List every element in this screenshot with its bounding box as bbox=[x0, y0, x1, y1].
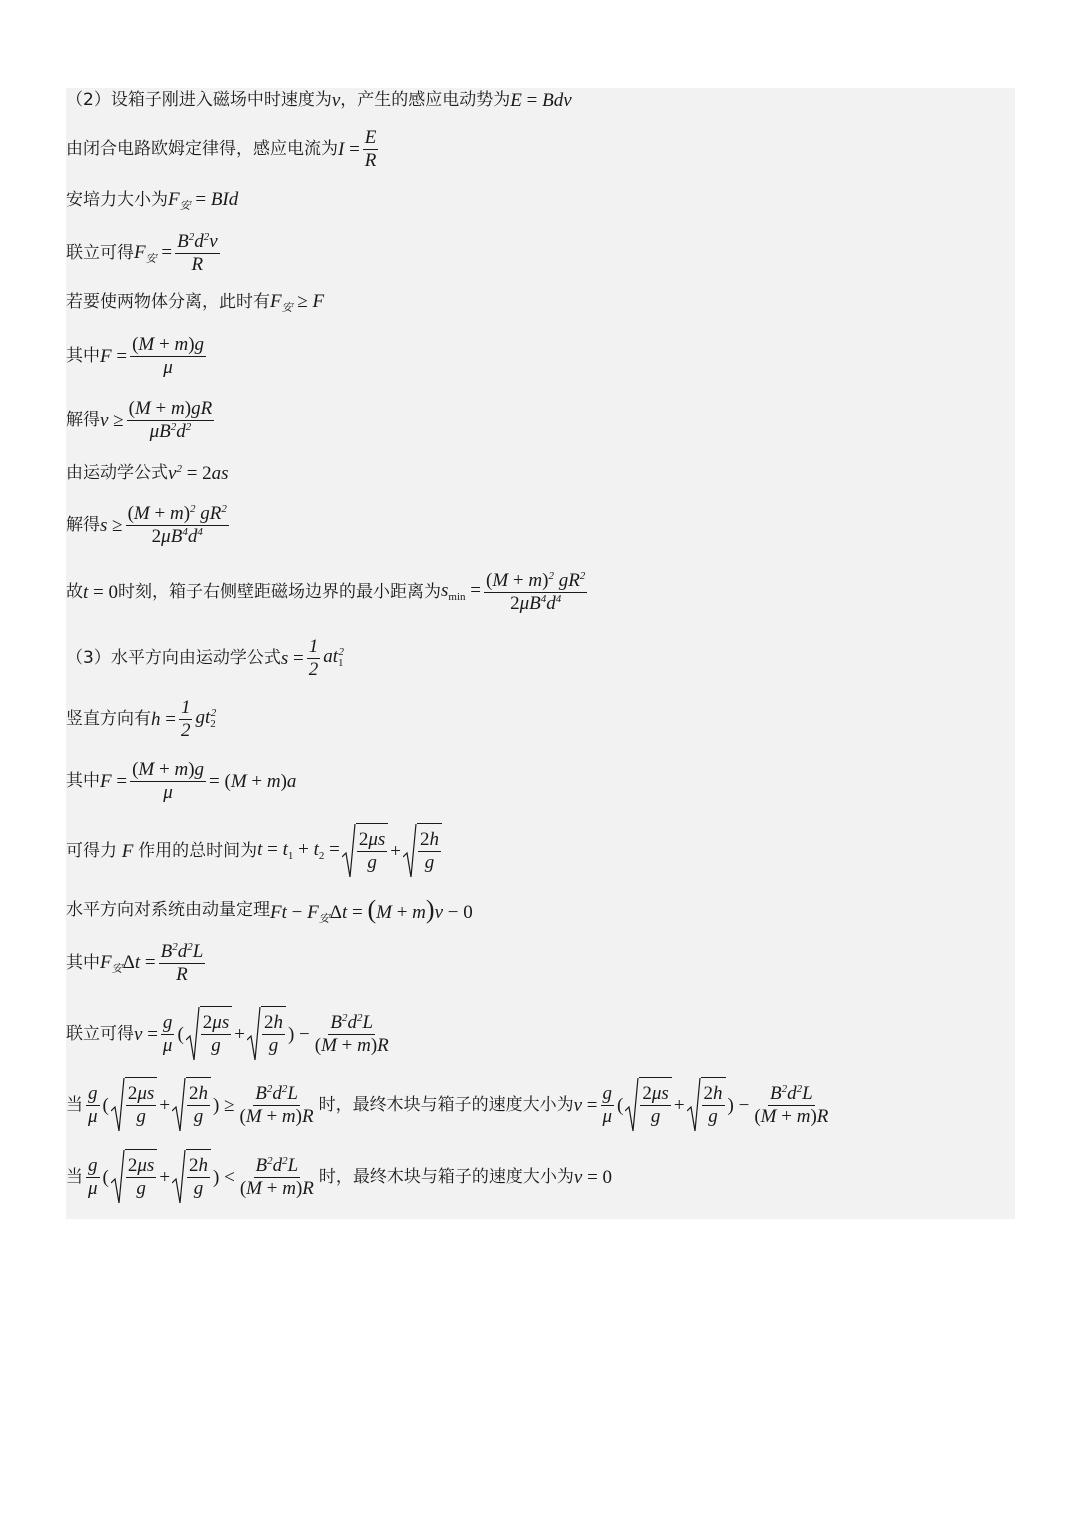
line-ohm: 由闭合电路欧姆定律得，感应电流为 I = $\frac{E}{R}$ bbox=[66, 127, 377, 171]
sqrt: $\frac{2h}{g}$ bbox=[403, 823, 442, 879]
line-force-2: 其中 F = $\frac{(M + m)g}{\mu}$ = (M + m)a bbox=[66, 759, 297, 803]
line-separate: 若要使两物体分离，此时有 $F_安 \ge F$ bbox=[66, 291, 325, 314]
line-impulse: 其中 $F_安\Delta t$ = $\frac{B^2d^2L}{R}$ bbox=[66, 941, 204, 985]
line-ampere: 安培力大小为 $F_安$ = BId bbox=[66, 189, 239, 212]
line-vertical: 竖直方向有 h = $\frac{1}{2}$ $gt_2^2$ bbox=[66, 697, 217, 741]
line-min-distance: 故 t = 0 时刻，箱子右侧壁距磁场边界的最小距离为 $s_{min}$ = $\frac{(M + m)^2 gR^2}{2\mu B^4d^4}$ bbox=[66, 570, 586, 614]
line-momentum: 水平方向对系统由动量定理 $Ft - F_安\Delta t = (M + m)v - 0$ bbox=[66, 895, 473, 925]
line-3-intro: （3）水平方向由运动学公式 s = $\frac{1}{2}$ $at_1^2$ bbox=[66, 636, 344, 680]
line-2-intro: （2）设箱子刚进入磁场中时速度为 v ，产生的感应电动势为 E = Bdv bbox=[66, 90, 572, 111]
text: （2）设箱子刚进入磁场中时速度为 bbox=[66, 90, 332, 110]
line-result-v: 联立可得 v = $\frac{g}{\mu}$ ( $\frac{2\mu s}{g}$ + $\frac{2h}{g}$ ) − $\frac{B^2d^2L}{(M + m)R}$ bbox=[66, 1006, 394, 1062]
sqrt: $\frac{2\mu s}{g}$ bbox=[342, 823, 388, 879]
line-force: 其中 F = $\frac{(M + m)g}{\mu}$ bbox=[66, 334, 205, 378]
line-solve-v: 解得 v ≥ $\frac{(M + m)gR}{\mu B^2d^2}$ bbox=[66, 398, 213, 442]
fraction: $\frac{E}{R}$ bbox=[364, 127, 377, 171]
line-combine-1: 联立可得 $F_安$ = $\frac{B^2d^2v}{R}$ bbox=[66, 231, 218, 275]
line-kinematics: 由运动学公式 $v^2 = 2as$ bbox=[66, 463, 229, 484]
line-total-time: 可得力 F 作用的总时间为 $t = t_1 + t_2$ = $\frac{2\mu s}{g}$ + $\frac{2h}{g}$ bbox=[66, 823, 444, 879]
line-solve-s: 解得 s ≥ $\frac{(M + m)^2 gR^2}{2\mu B^4d^4}$ bbox=[66, 503, 227, 547]
line-case-1: 当 $\frac{g}{\mu}$ ( $\frac{2\mu s}{g}$ + $\frac{2h}{g}$ ) ≥ $\frac{B^2d^2L}{(M + m)R}$ 时，最终木块与箱子的速度大小为 v = $\frac{g}{\mu}$ ( $\frac{2\mu s}{g}$ + $\frac{2h}{g}$ ) − $\frac{B^2d^2L}{(M + m)R}$ bbox=[66, 1077, 833, 1133]
line-case-2: 当 $\frac{g}{\mu}$ ( $\frac{2\mu s}{g}$ + $\frac{2h}{g}$ ) < $\frac{B^2d^2L}{(M + m)R}$ 时，最终木块与箱子的速度大小为 v = 0 bbox=[66, 1149, 612, 1205]
